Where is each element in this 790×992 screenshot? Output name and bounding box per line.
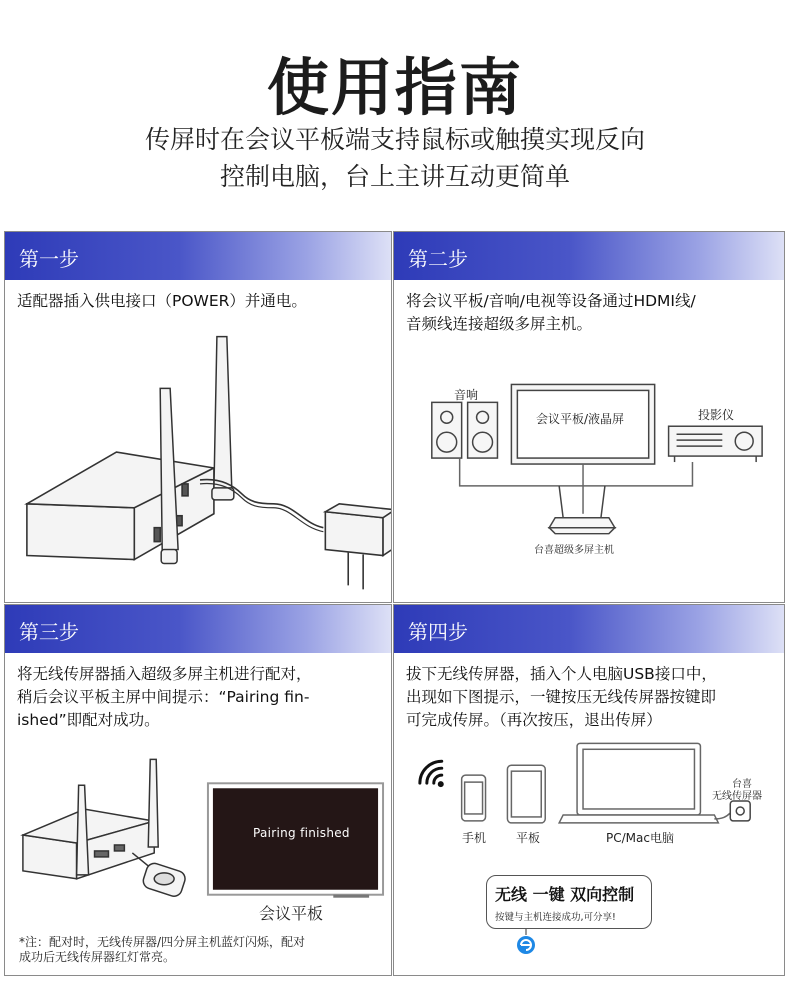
wifi-icon <box>420 761 444 787</box>
screen-label: 会议平板/液晶屏 <box>536 412 625 426</box>
host-label: 台喜超级多屏主机 <box>534 545 614 556</box>
page-title: 使用指南 <box>266 51 523 124</box>
step-3-illustration <box>5 755 391 925</box>
pairing-note-line1: *注：配对时，无线传屏器/四分屏主机蓝灯闪烁，配对 <box>19 935 306 949</box>
host-device-icon <box>23 759 158 878</box>
speaker-label: 音响 <box>454 388 479 402</box>
step-2-header <box>394 232 784 280</box>
share-prompt-subtitle: 按键与主机连接成功,可分享! <box>495 912 616 923</box>
step-4-description <box>406 663 774 732</box>
page-subtitle-line2: 控制电脑，台上主讲互动更简单 <box>219 162 570 191</box>
share-prompt-bubble <box>486 875 652 929</box>
antenna-right-icon <box>212 337 234 500</box>
phone-icon <box>462 775 486 821</box>
step-3-description-line3: ished”即配对成功。 <box>17 711 160 729</box>
page-header <box>0 0 790 230</box>
step-4-description-line2: 出现如下图提示，一键按压无线传屏器按键即 <box>406 688 717 706</box>
dongle-icon <box>730 801 750 821</box>
step-2-panel <box>393 231 785 603</box>
step-2-label: 第二步 <box>408 247 468 271</box>
projector-label: 投影仪 <box>698 408 735 422</box>
step-1-header <box>5 232 391 280</box>
step-1-description: 适配器插入供电接口（POWER）并通电。 <box>17 292 307 310</box>
projector-icon <box>669 426 763 462</box>
tablet-label: 平板 <box>516 831 541 845</box>
share-prompt-title: 无线 一键 双向控制 <box>495 885 635 904</box>
pairing-note-line2: 成功后无线传屏器红灯常亮。 <box>19 950 176 964</box>
step-4-panel <box>393 604 785 976</box>
dongle-icon <box>132 853 187 898</box>
step-4-header <box>394 605 784 653</box>
step-1-illustration <box>5 328 391 602</box>
step-4-description-line3: 可完成传屏。（再次按压，退出传屏） <box>406 711 662 729</box>
phone-label: 手机 <box>462 831 487 845</box>
step-1-panel <box>4 231 392 603</box>
pairing-note <box>19 935 305 965</box>
step-2-description-line1: 将会议平板/音响/电视等设备通过HDMI线/ <box>406 292 696 310</box>
step-2-description-line2: 音频线连接超级多屏主机。 <box>406 315 593 333</box>
step-3-header <box>5 605 391 653</box>
router-icon <box>549 486 615 534</box>
step-2-description <box>406 290 774 336</box>
step-4-illustration <box>394 735 784 875</box>
step-3-panel <box>4 604 392 976</box>
dongle-label-line2: 无线传屏器 <box>712 791 762 802</box>
app-logo-icon <box>514 929 538 955</box>
step-4-description-line1: 拔下无线传屏器，插入个人电脑USB接口中， <box>406 665 717 683</box>
page-subtitle-line1: 传屏时在会议平板端支持鼠标或触摸实现反向 <box>144 125 645 154</box>
step-3-label: 第三步 <box>19 620 79 644</box>
adapter-icon <box>325 504 391 590</box>
pairing-status-text: Pairing finished <box>253 826 350 840</box>
step-1-label: 第一步 <box>19 247 79 271</box>
step-3-description <box>17 663 381 732</box>
pc-label: PC/Mac电脑 <box>606 831 674 845</box>
step-4-label: 第四步 <box>408 620 468 644</box>
laptop-icon <box>559 743 718 823</box>
dongle-label-line1: 台喜 <box>732 779 752 790</box>
step-3-description-line1: 将无线传屏器插入超级多屏主机进行配对， <box>17 665 312 683</box>
host-device-icon <box>27 452 214 559</box>
meeting-tablet-icon <box>208 783 383 897</box>
step-3-description-line2: 稍后会议平板主屏中间提示：“Pairing fin- <box>17 688 310 706</box>
tablet-icon <box>507 765 545 823</box>
speaker-icon <box>432 402 498 458</box>
meeting-tablet-label: 会议平板 <box>259 904 324 923</box>
